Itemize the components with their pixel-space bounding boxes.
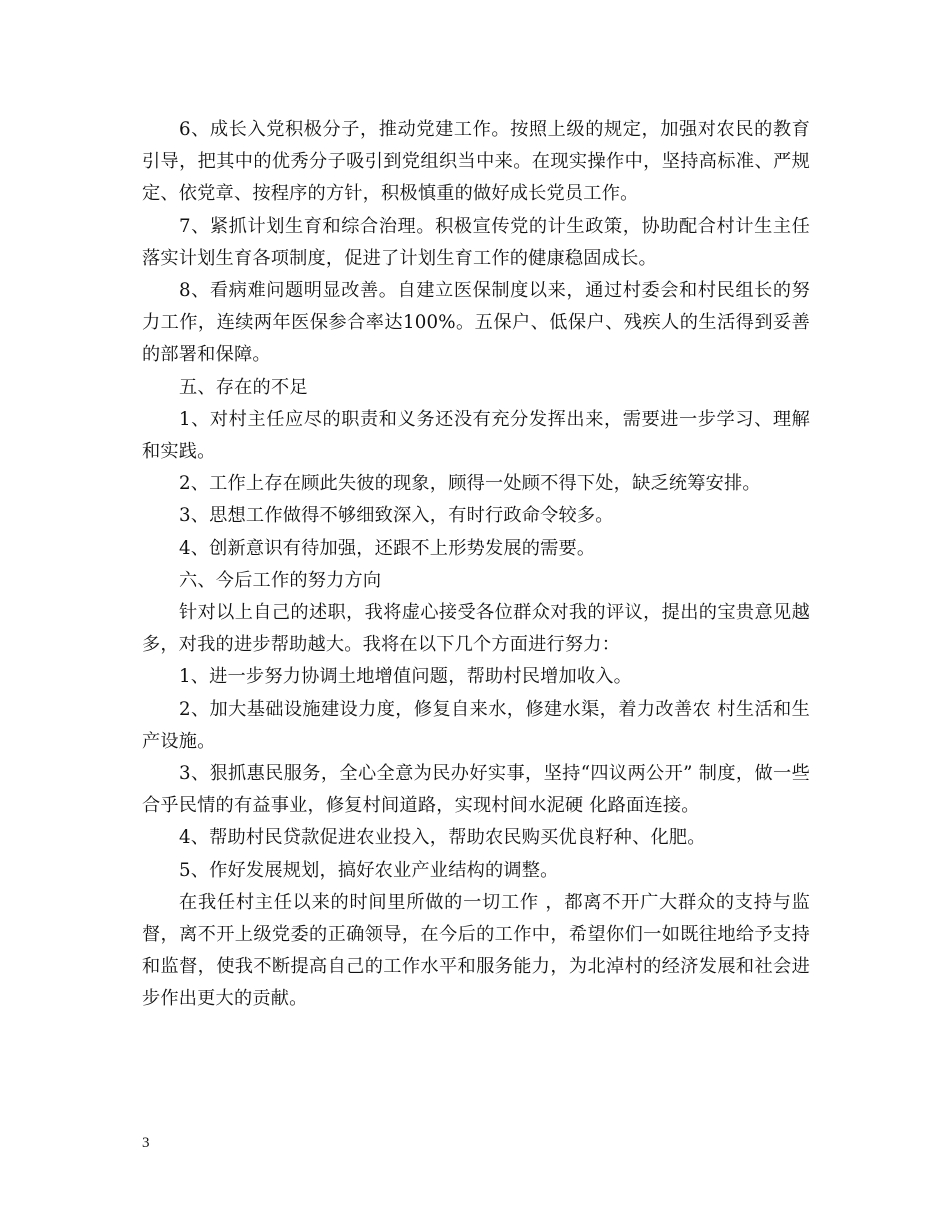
paragraph-party-building: 6、成长入党积极分子，推动党建工作。按照上级的规定，加强对农民的教育引导，把其中的优秀分子吸引到党组织当中来。在现实操作中，坚持高标准、严规定、依党章、按程序的方针，积极慎重的做好成长党员工作。 bbox=[142, 119, 810, 205]
paragraph-shortcoming-4: 4、创新意识有待加强，还跟不上形势发展的需要。 bbox=[179, 537, 596, 559]
paragraph-medical-insurance: 8、看病难问题明显改善。自建立医保制度以来，通过村委会和村民组长的努力工作，连续两年医保参合率达100%。五保户、低保户、残疾人的生活得到妥善的部署和保障。 bbox=[142, 280, 810, 366]
document-body bbox=[142, 114, 810, 1016]
section-heading-future-direction: 六、今后工作的努力方向 bbox=[179, 569, 382, 591]
paragraph-future-2: 2、加大基础设施建设力度，修复自来水，修建水渠，着力改善农 村生活和生产设施。 bbox=[142, 698, 810, 752]
section-heading-shortcomings: 五、存在的不足 bbox=[179, 376, 308, 398]
paragraph-shortcoming-1: 1、对村主任应尽的职责和义务还没有充分发挥出来，需要进一步学习、理解和实践。 bbox=[142, 408, 810, 463]
paragraph-future-5: 5、作好发展规划，搞好农业产业结构的调整。 bbox=[179, 859, 559, 881]
page-number: 3 bbox=[142, 1135, 150, 1151]
paragraph-future-4: 4、帮助村民贷款促进农业投入，帮助农民购买优良籽种、化肥。 bbox=[179, 827, 706, 849]
paragraph-future-intro: 针对以上自己的述职，我将虚心接受各位群众对我的评议，提出的宝贵意见越多，对我的进步帮助越大。我将在以下几个方面进行努力： bbox=[142, 602, 810, 656]
paragraph-shortcoming-3: 3、思想工作做得不够细致深入，有时行政命令较多。 bbox=[179, 505, 614, 527]
paragraph-shortcoming-2: 2、工作上存在顾此失彼的现象，顾得一处顾不得下处，缺乏统筹安排。 bbox=[179, 473, 761, 495]
paragraph-family-planning: 7、紧抓计划生育和综合治理。积极宣传党的计生政策，协助配合村计生主任落实计划生育各项制度，促进了计划生育工作的健康稳固成长。 bbox=[142, 215, 810, 269]
paragraph-future-3: 3、狠抓惠民服务，全心全意为民办好实事，坚持“四议两公开” 制度，做一些合乎民情的有益事业，修复村间道路，实现村间水泥硬 化路面连接。 bbox=[142, 763, 810, 817]
paragraph-future-1: 1、进一步努力协调土地增值问题，帮助村民增加收入。 bbox=[179, 666, 633, 688]
paragraph-conclusion: 在我任村主任以来的时间里所做的一切工作 ，都离不开广大群众的支持与监督，离不开上级党委的正确领导，在今后的工作中，希望你们一如既往地给予支持和监督，使我不断提高自己的工作水平和服务能力，为北淖村的经济发展和社会进步作出更大的贡献。 bbox=[142, 891, 810, 1010]
